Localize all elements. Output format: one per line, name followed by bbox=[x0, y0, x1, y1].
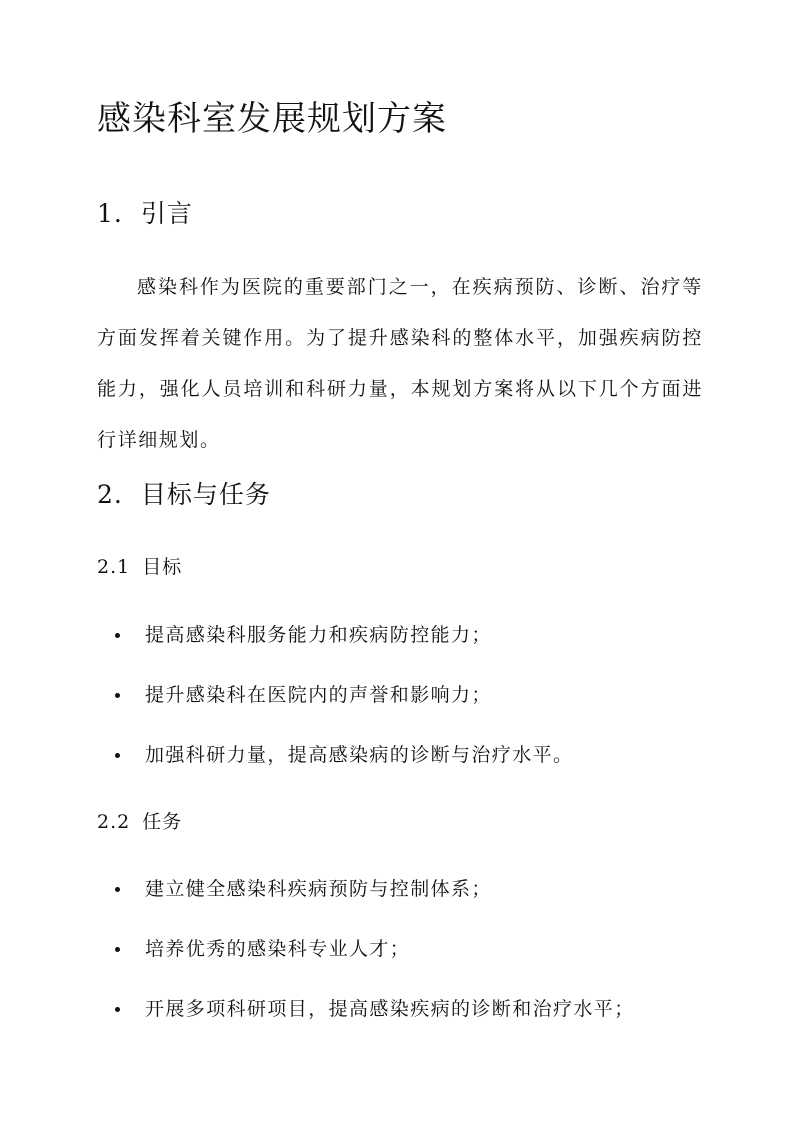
section-title: 目标与任务 bbox=[140, 480, 271, 509]
document-title: 感染科室发展规划方案 bbox=[97, 99, 447, 139]
list-item bbox=[115, 994, 715, 1054]
bullet-icon bbox=[115, 1007, 120, 1012]
section-title: 引言 bbox=[140, 199, 193, 228]
list-item-text: 加强科研力量，提高感染病的诊断与治疗水平。 bbox=[145, 744, 574, 766]
list-item-text: 提升感染科在医院内的声誉和影响力； bbox=[145, 684, 492, 706]
section-heading-goals-tasks bbox=[97, 477, 271, 513]
list-item-text: 培养优秀的感染科专业人才； bbox=[145, 938, 411, 960]
list-item bbox=[115, 620, 715, 680]
list-item bbox=[115, 874, 715, 934]
goals-list bbox=[115, 620, 715, 800]
list-item-text: 提高感染科服务能力和疾病防控能力； bbox=[145, 624, 492, 646]
section-number: 2. bbox=[97, 480, 123, 509]
section-heading-introduction bbox=[97, 196, 193, 232]
subsection-heading-goals bbox=[97, 553, 182, 581]
subsection-heading-tasks bbox=[97, 808, 182, 836]
bullet-icon bbox=[115, 947, 120, 952]
list-item bbox=[115, 680, 715, 740]
bullet-icon bbox=[115, 753, 120, 758]
section-number: 1. bbox=[97, 199, 123, 228]
tasks-list bbox=[115, 874, 715, 1054]
bullet-icon bbox=[115, 693, 120, 698]
list-item-text: 建立健全感染科疾病预防与控制体系； bbox=[145, 878, 492, 900]
list-item bbox=[115, 740, 715, 800]
subsection-number: 2.1 bbox=[97, 556, 131, 578]
bullet-icon bbox=[115, 887, 120, 892]
introduction-paragraph: 感染科作为医院的重要部门之一，在疾病预防、诊断、治疗等方面发挥着关键作用。为了提升感染科的整体水平，加强疾病防控能力，强化人员培训和科研力量，本规划方案将从以下几个方面进行详细规划。 bbox=[97, 276, 703, 451]
subsection-number: 2.2 bbox=[97, 811, 131, 833]
list-item-text: 开展多项科研项目，提高感染疾病的诊断和治疗水平； bbox=[145, 998, 635, 1020]
subsection-title: 目标 bbox=[142, 556, 183, 578]
subsection-title: 任务 bbox=[142, 811, 183, 833]
list-item bbox=[115, 934, 715, 994]
bullet-icon bbox=[115, 633, 120, 638]
